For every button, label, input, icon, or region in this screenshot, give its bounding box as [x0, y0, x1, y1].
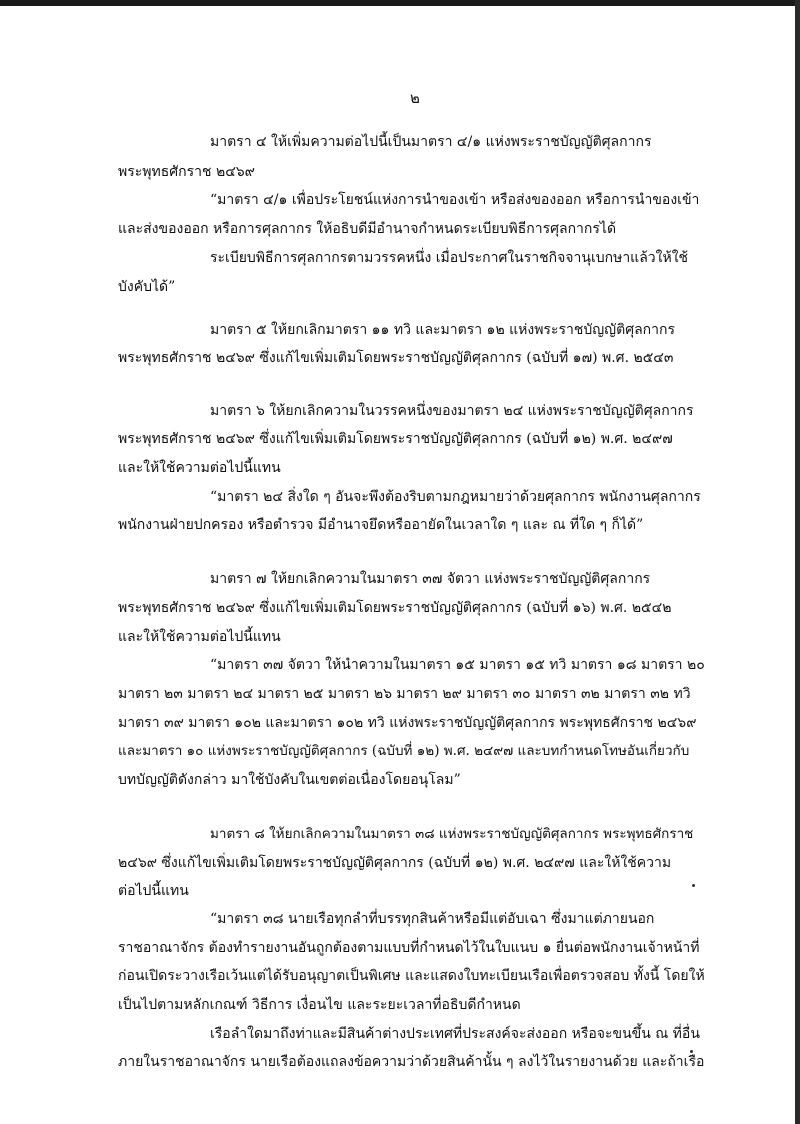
text-line: “มาตรา ๓๗ จัตวา ให้นำความในมาตรา ๑๕ มาตรา ๑๕ ทวิ มาตรา ๑๘ มาตรา ๒๐: [210, 657, 705, 673]
text-line: และมาตรา ๑๐ แห่งพระราชบัญญัติศุลกากร (ฉบับที่ ๑๒) พ.ศ. ๒๔๙๗ และบทกำหนดโทษอันเกี่ยวกับ: [118, 743, 690, 759]
page-number: ๒: [410, 89, 420, 107]
text-line: ภายในราชอาณาจักร นายเรือต้องแถลงข้อความว่าด้วยสินค้านั้น ๆ ลงไว้ในรายงานด้วย และถ้าเรือ: [118, 1054, 705, 1070]
section-4-heading: มาตรา ๔ ให้เพิ่มความต่อไปนี้เป็นมาตรา ๔/๑ แห่งพระราชบัญญัติศุลกากร: [210, 134, 652, 150]
text-line: พระพุทธศักราช ๒๔๖๙ ซึ่งแก้ไขเพิ่มเติมโดยพระราชบัญญัติศุลกากร (ฉบับที่ ๑๖) พ.ศ. ๒๕๔๒: [118, 600, 672, 616]
text-line: “มาตรา ๓๘ นายเรือทุกลำที่บรรทุกสินค้าหรือมีแต่อับเฉา ซึ่งมาแต่ภายนอก: [210, 911, 655, 927]
section-5-heading: มาตรา ๕ ให้ยกเลิกมาตรา ๑๑ ทวิ และมาตรา ๑๒ แห่งพระราชบัญญัติศุลกากร: [210, 322, 675, 338]
text-line: และให้ใช้ความต่อไปนี้แทน: [118, 629, 281, 645]
section-7-heading: มาตรา ๗ ให้ยกเลิกความในมาตรา ๓๗ จัตวา แห่งพระราชบัญญัติศุลกากร: [210, 571, 651, 587]
text-line: ต่อไปนี้แทน: [118, 883, 189, 899]
text-line: และส่งของออก หรือการศุลกากร ให้อธิบดีมีอำนาจกำหนดระเบียบพิธีการศุลกากรได้: [118, 221, 617, 237]
text-line: บทบัญญัติดังกล่าว มาใช้บังคับในเขตต่อเนื่องโดยอนุโลม”: [118, 772, 461, 788]
text-line: พระพุทธศักราช ๒๔๖๙ ซึ่งแก้ไขเพิ่มเติมโดยพระราชบัญญัติศุลกากร (ฉบับที่ ๑๗) พ.ศ. ๒๕๔๓: [118, 350, 674, 366]
text-line: บังคับได้”: [118, 279, 176, 295]
text-line: มาตรา ๒๓ มาตรา ๒๔ มาตรา ๒๕ มาตรา ๒๖ มาตรา ๒๙ มาตรา ๓๐ มาตรา ๓๒ มาตรา ๓๒ ทวิ: [118, 686, 691, 702]
text-line: มาตรา ๓๙ มาตรา ๑๐๒ และมาตรา ๑๐๒ ทวิ แห่งพระราชบัญญัติศุลกากร พระพุทธศักราช ๒๔๖๙: [118, 715, 697, 731]
text-line: ราชอาณาจักร ต้องทำรายงานอันถูกต้องตามแบบที่กำหนดไว้ในใบแนบ ๑ ยื่นต่อพนักงานเจ้าหน้าที่: [118, 940, 700, 956]
text-line: พระพุทธศักราช ๒๔๖๙: [118, 164, 255, 180]
document-page: [118, 0, 708, 1124]
text-line: พระพุทธศักราช ๒๔๖๙ ซึ่งแก้ไขเพิ่มเติมโดยพระราชบัญญัติศุลกากร (ฉบับที่ ๑๒) พ.ศ. ๒๔๙๗: [118, 431, 673, 447]
text-line: ระเบียบพิธีการศุลกากรตามวรรคหนึ่ง เมื่อประกาศในราชกิจจานุเบกษาแล้วให้ใช้: [210, 250, 689, 266]
section-8-heading: มาตรา ๘ ให้ยกเลิกความในมาตรา ๓๘ แห่งพระราชบัญญัติศุลกากร พระพุทธศักราช: [210, 826, 694, 842]
text-line: พนักงานฝ่ายปกครอง หรือตำรวจ มีอำนาจยึดหรืออายัดในเวลาใด ๆ และ ณ ที่ใด ๆ ก็ได้”: [118, 517, 644, 533]
section-6-heading: มาตรา ๖ ให้ยกเลิกความในวรรคหนึ่งของมาตรา ๒๔ แห่งพระราชบัญญัติศุลกากร: [210, 403, 694, 419]
text-line: และให้ใช้ความต่อไปนี้แทน: [118, 460, 281, 476]
text-line: ๒๔๖๙ ซึ่งแก้ไขเพิ่มเติมโดยพระราชบัญญัติศุลกากร (ฉบับที่ ๑๒) พ.ศ. ๒๔๙๗ และให้ใช้ความ: [118, 855, 672, 871]
text-line: “มาตรา ๒๔ สิ่งใด ๆ อันจะพึงต้องริบตามกฎหมายว่าด้วยศุลกากร พนักงานศุลกากร: [210, 489, 701, 505]
scan-right-edge: [795, 0, 800, 1124]
text-line: “มาตรา ๔/๑ เพื่อประโยชน์แห่งการนำของเข้า หรือส่งของออก หรือการนำของเข้า: [210, 192, 700, 208]
text-line: เป็นไปตามหลักเกณฑ์ วิธีการ เงื่อนไข และระยะเวลาที่อธิบดีกำหนด: [118, 997, 521, 1013]
text-line: ก่อนเปิดระวางเรือเว้นแต่ได้รับอนุญาตเป็นพิเศษ และแสดงใบทะเบียนเรือเพื่อตรวจสอบ ทั้งนี้ โดยให้: [118, 968, 705, 984]
text-line: เรือลำใดมาถึงท่าและมีสินค้าต่างประเทศที่ประสงค์จะส่งออก หรือจะขนขึ้น ณ ที่อื่น: [210, 1026, 700, 1042]
